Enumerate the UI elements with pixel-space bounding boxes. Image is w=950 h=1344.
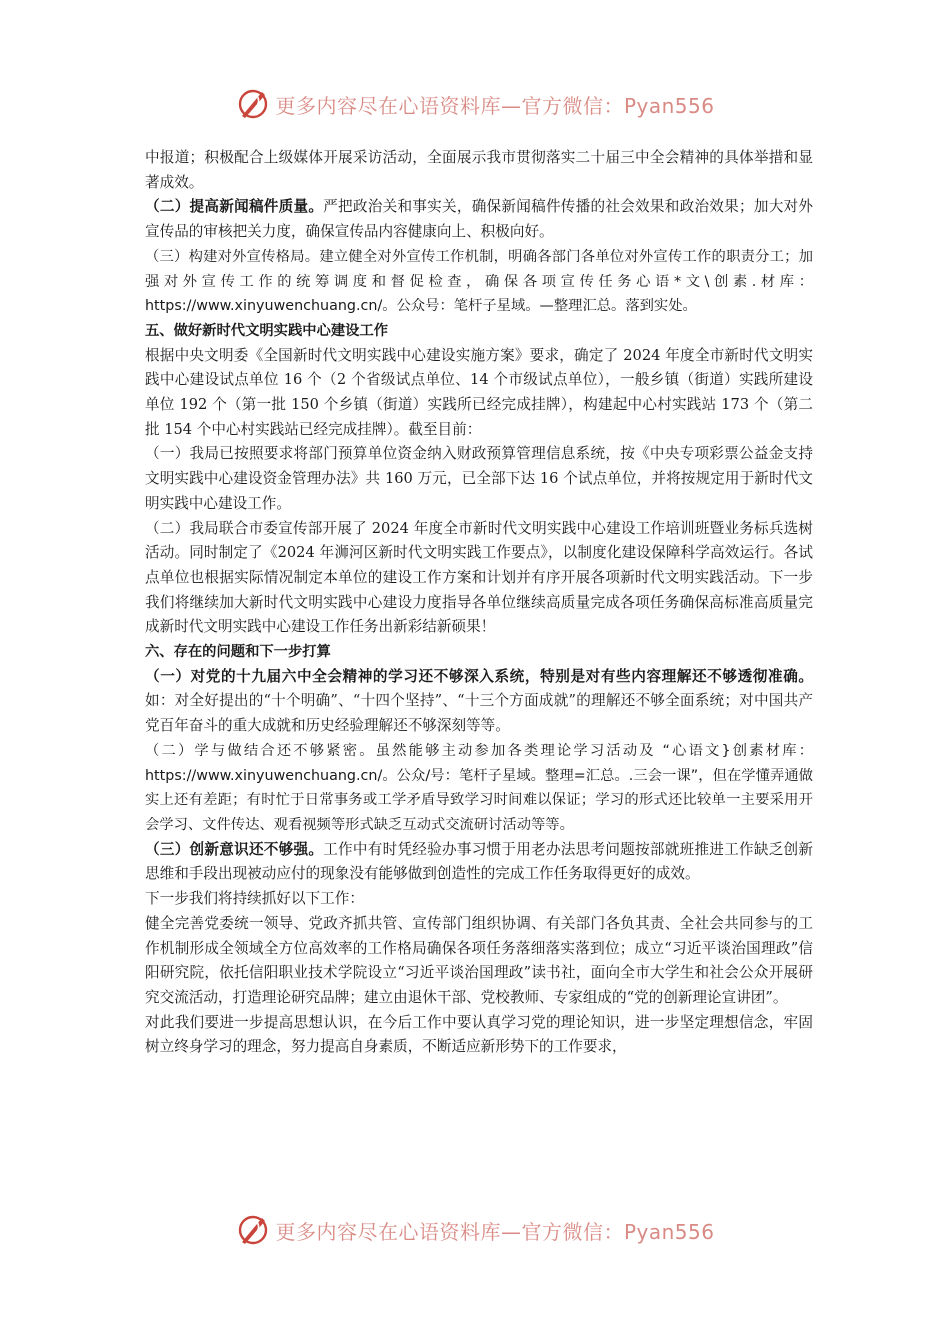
paragraph-lead: （二）提高新闻稿件质量。 (145, 198, 324, 216)
paragraph: 中报道；积极配合上级媒体开展采访活动，全面展示我市贯彻落实二十届三中全会精神的具体举措和显著成效。 (145, 149, 813, 191)
section-heading: 六、存在的问题和下一步打算 (145, 644, 331, 661)
pen-logo-icon (235, 1212, 271, 1248)
paragraph-text: 如：对全好提出的“十个明确”、“十四个坚持”、“十三个方面成就”的理解还不够全面系统；对中国共产党百年奋斗的重大成就和历史经验理解还不够深刻等等。 (145, 692, 813, 735)
pen-logo-icon (235, 86, 271, 122)
header-banner-text: 更多内容尽在心语资料库—官方微信：Pyan556 (275, 93, 715, 118)
paragraph-text: 工作中有时凭经验办事习惯于用老办法思考问题按部就班推进工作缺乏创新思维和手段出现被动应付的现象没有能够做到创造性的完成工作任务取得更好的成效。 (145, 840, 813, 883)
paragraph: 根据中央文明委《全国新时代文明实践中心建设实施方案》要求，确定了 2024 年度全市新时代文明实践中心建设试点单位 16 个（2 个省级试点单位、14 个市级试点单位），一般乡镇（街道）实践所建设单位 192 个（第一批 150 个乡镇（街道）实践所已经完成挂牌），构建起中心村实践站 173 个（第二批 154 个中心村实践站已经完成挂牌）。截至目前： (145, 346, 813, 438)
paragraph: 下一步我们将持续抓好以下工作： (145, 890, 364, 908)
paragraph: （三）构建对外宣传格局。建立健全对外宣传工作机制，明确各部门各单位对外宣传工作的职责分工；加强对外宣传工作的统筹调度和督促检查，确保各项宣传任务心语*文\创素.材库：https://www.xinyuwenchuang.cn/。公众号：笔杆子星域。—整理汇总。落到实处。 (145, 248, 813, 315)
paragraph: （二）学与做结合还不够紧密。虽然能够主动参加各类理论学习活动及 “心语文}创素材库：https://www.xinyuwenchuang.cn/。公众/号：笔杆子星域。整理=汇总。.三会一课”，但在学懂弄通做实上还有差距；有时忙于日常事务或工学矛盾导致学习时间难以保证；学习的形式还比较单一主要采用开会学习、文件传达、观看视频等形式缺乏互动式交流研讨活动等等。 (145, 742, 813, 833)
paragraph: （一）我局已按照要求将部门预算单位资金纳入财政预算管理信息系统，按《中央专项彩票公益金支持文明实践中心建设资金管理办法》共 160 万元，已全部下达 16 个试点单位，并将按规定用于新时代文明实践中心建设工作。 (145, 445, 813, 512)
paragraph (145, 838, 813, 887)
footer-banner (0, 1208, 950, 1252)
paragraph (145, 665, 813, 739)
footer-banner-text: 更多内容尽在心语资料库—官方微信：Pyan556 (275, 1219, 715, 1244)
paragraph (145, 195, 813, 244)
paragraph-lead: （三）创新意识还不够强。 (145, 840, 324, 858)
paragraph-text: 严把政治关和事实关，确保新闻稿件传播的社会效果和政治效果；加大对外宣传品的审核把关力度，确保宣传品内容健康向上、积极向好。 (145, 198, 813, 241)
header-banner (0, 82, 950, 126)
paragraph-lead: （一）对党的十九届六中全会精神的学习还不够深入系统，特别是对有些内容理解还不够透彻准确。 (145, 667, 813, 685)
paragraph: （二）我局联合市委宣传部开展了 2024 年度全市新时代文明实践中心建设工作培训班暨业务标兵选树活动。同时制定了《2024 年浉河区新时代文明实践工作要点》，以制度化建设保障科学高效运行。各试点单位也根据实际情况制定本单位的建设工作方案和计划并有序开展各项新时代文明实践活动。下一步我们将继续加大新时代文明实践中心建设力度指导各单位继续高质量完成各项任务确保高标准高质量完成新时代文明实践中心建设工作任务出新彩结新硕果！ (145, 519, 813, 636)
paragraph: 对此我们要进一步提高思想认识，在今后工作中要认真学习党的理论知识，进一步坚定理想信念，牢固树立终身学习的理念，努力提高自身素质，不断适应新形势下的工作要求， (145, 1013, 813, 1056)
section-heading: 五、做好新时代文明实践中心建设工作 (145, 322, 389, 339)
paragraph: 健全完善党委统一领导、党政齐抓共管、宣传部门组织协调、有关部门各负其责、全社会共同参与的工作机制形成全领域全方位高效率的工作格局确保各项任务落细落实落到位；成立“习近平谈治国理政”信阳研究院，依托信阳职业技术学院设立“习近平谈治国理政”读书社，面向全市大学生和社会公众开展研究交流活动，打造理论研究品牌；建立由退休干部、党校教师、专家组成的“党的创新理论宣讲团”。 (145, 914, 813, 1006)
document-body (145, 146, 813, 1060)
